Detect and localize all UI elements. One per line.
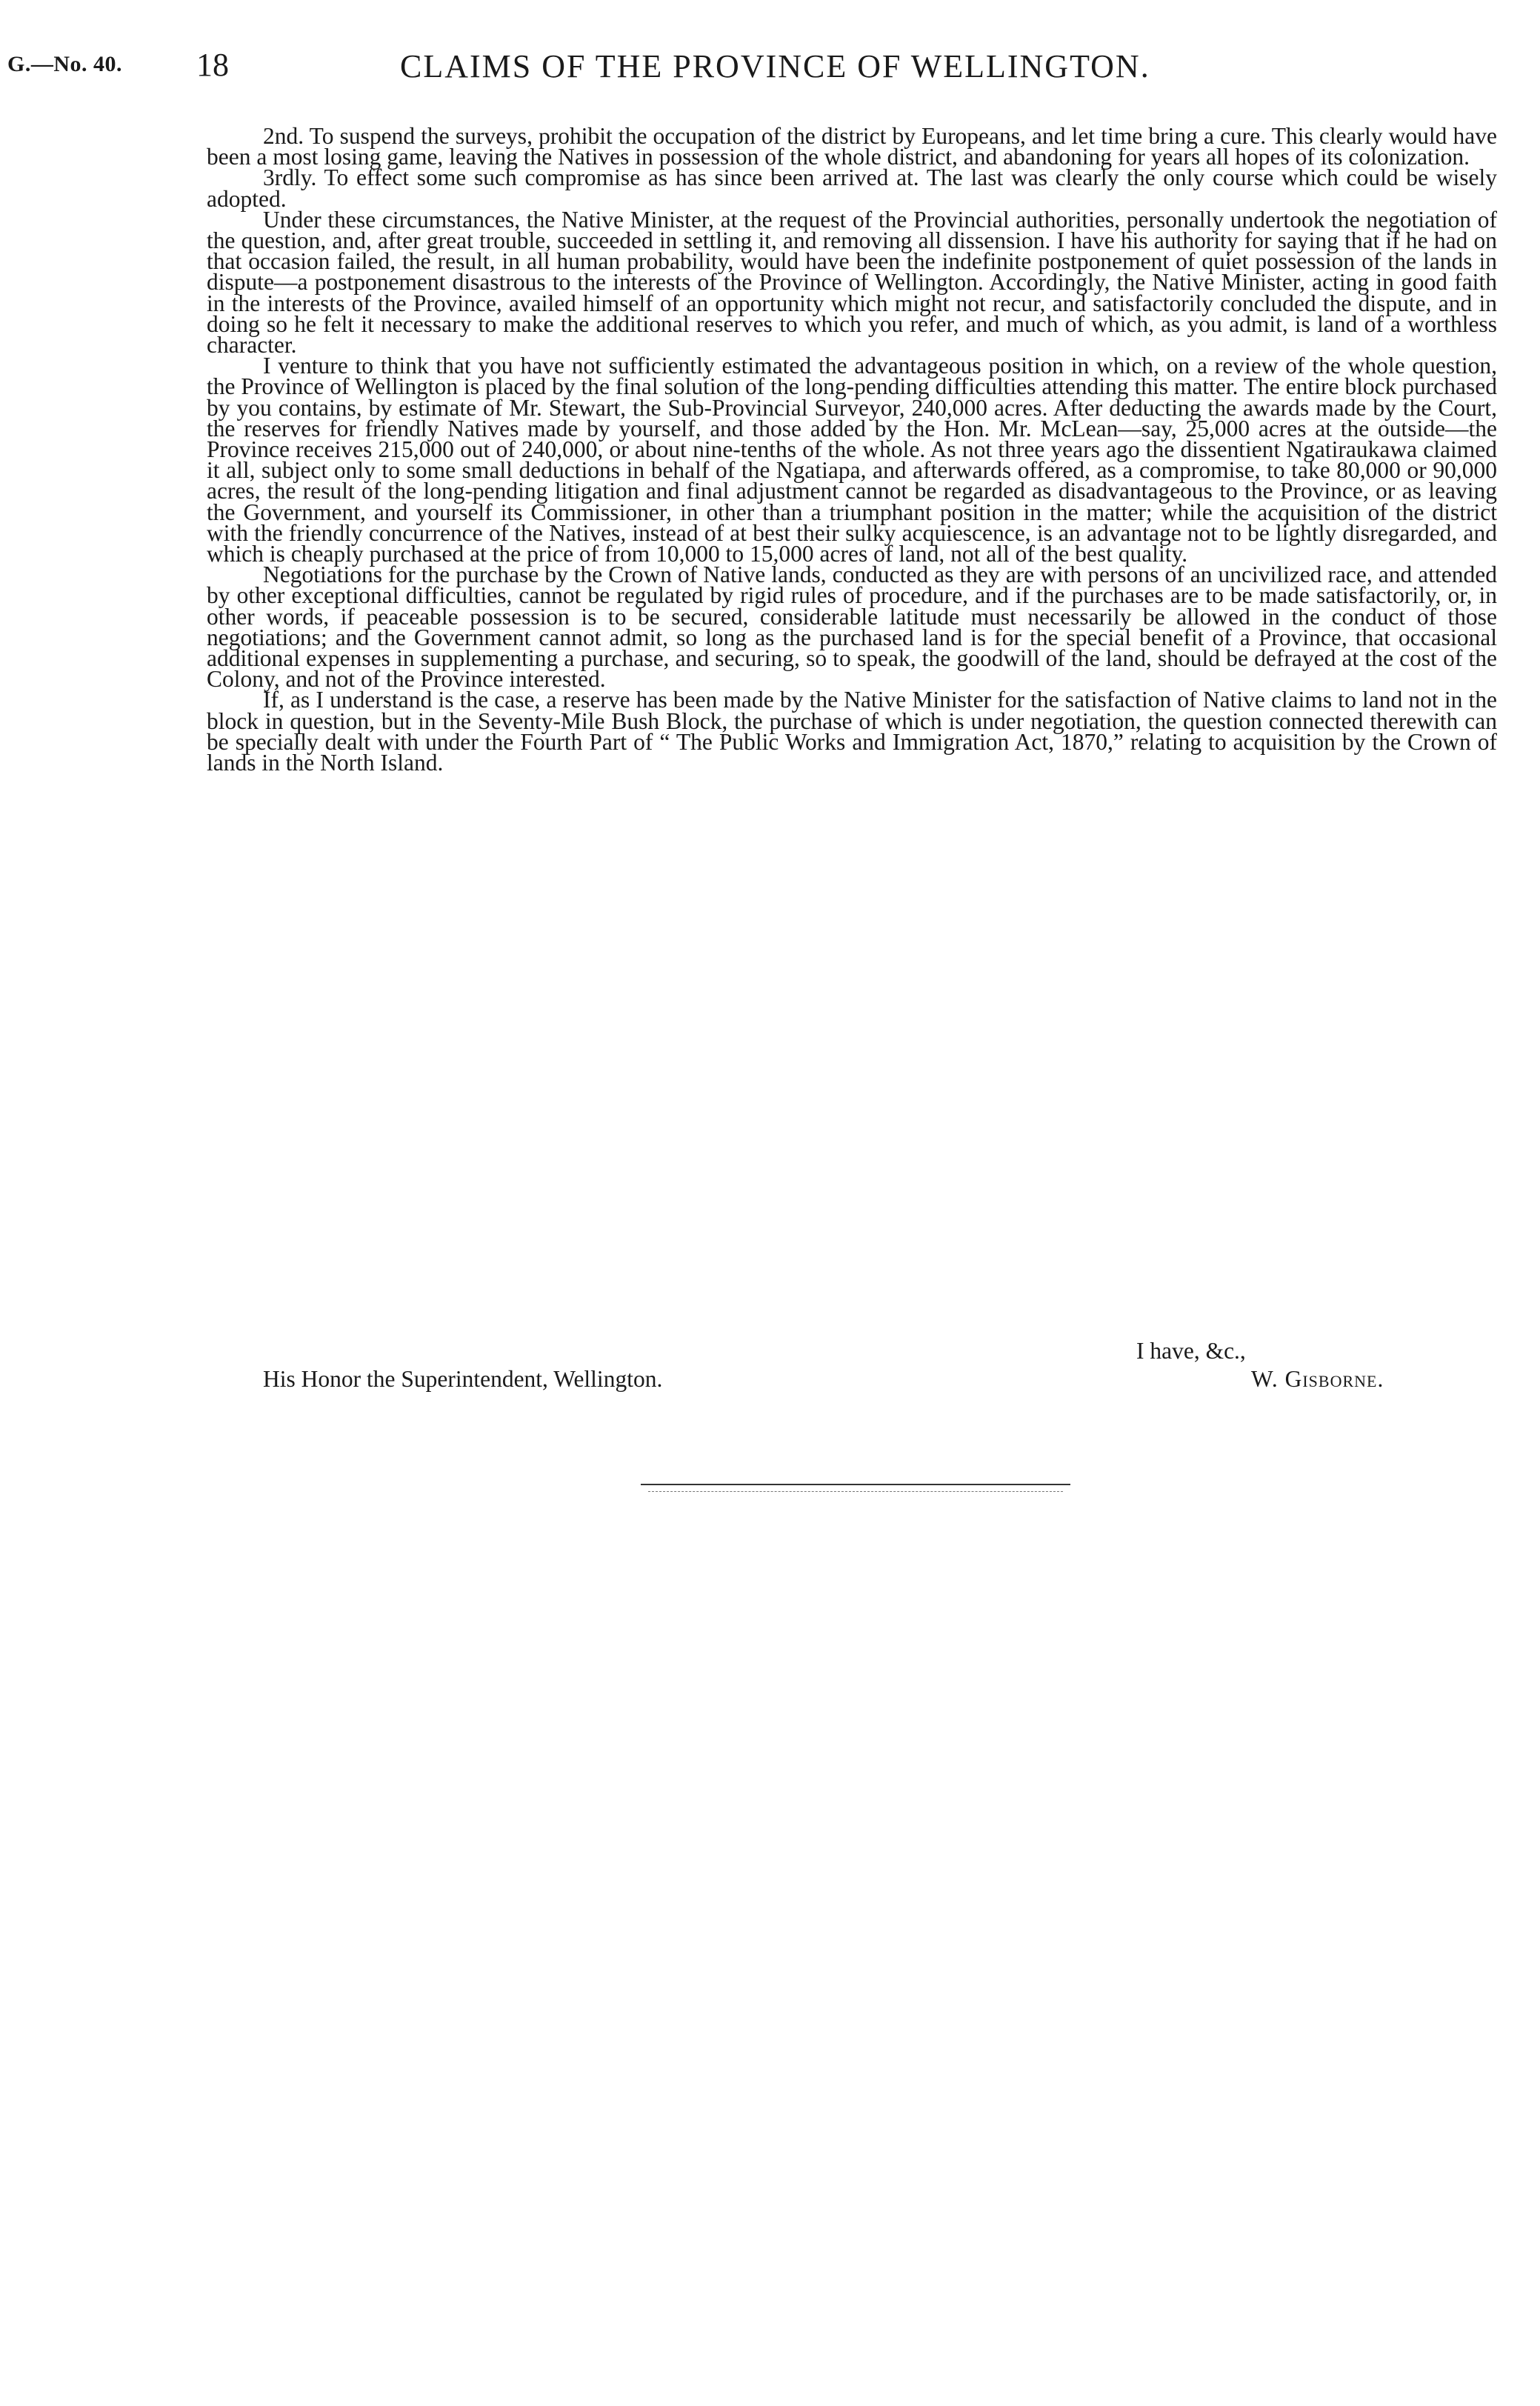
document-reference: G.—No. 40. bbox=[7, 52, 122, 76]
signature: W. Gisborne. bbox=[1251, 1366, 1384, 1392]
letter-body bbox=[207, 123, 1497, 776]
page-number: 18 bbox=[196, 47, 229, 83]
paragraph-negotiations: Negotiations for the purchase by the Crown of Native lands, conducted as they are with persons of an uncivilized race, and attended by other exceptional difficulties, cannot be regulated by rigid rules of procedure, and if the purchases are to be made satisfactorily, or, in other words, if peaceable possession is to be secured, considerable latitude must necessarily be allowed in the conduct of those negotiations; and the Government cannot admit, so long as the purchased land is for the special benefit of a Province, that occasional additional expenses in supplementing a purchase, and securing, so to speak, the goodwill of the land, should be defrayed at the cost of the Colony, and not of the Province interested. bbox=[207, 561, 1497, 693]
closing-phrase: I have, &c., bbox=[1136, 1338, 1246, 1364]
paragraph-native-minister: Under these circumstances, the Native Minister, at the request of the Provincial authorities, personally undertook the negotiation of the question, and, after great trouble, succeeded in settling it, and removing all dissension. I have his authority for saying that if he had on that occasion failed, the result, in all human probability, would have been the indefinite postponement of quiet possession of the lands in dispute—a postponement disastrous to the interests of the Province of Wellington. Accordingly, the Native Minister, acting in good faith in the interests of the Province, availed himself of an opportunity which might not recur, and satisfactorily concluded the dispute, and in doing so he felt it necessary to make the additional reserves to which you refer, and much of which, as you admit, is land of a worthless character. bbox=[207, 206, 1497, 359]
addressee: His Honor the Superintendent, Wellington. bbox=[263, 1366, 663, 1392]
paragraph-third-option: 3rdly. To effect some such compromise as has since been arrived at. The last was clearly the only course which could be wisely adopted. bbox=[207, 164, 1497, 212]
page-header bbox=[7, 46, 1452, 90]
section-divider-dotted bbox=[648, 1491, 1063, 1492]
section-divider bbox=[641, 1484, 1070, 1485]
paragraph-second-option: 2nd. To suspend the surveys, prohibit the occupation of the district by Europeans, and let time bring a cure. This clearly would have been a most losing game, leaving the Natives in possession of the whole district, and abandoning for years all hopes of its colonization. bbox=[207, 123, 1497, 170]
letter-closing bbox=[207, 1338, 1497, 1397]
paragraph-reserve: If, as I understand is the case, a reserve has been made by the Native Minister for the satisfaction of Native claims to land not in the block in question, but in the Seventy-Mile Bush Block, the purchase of which is under negotiation, the question connected therewith can be specially dealt with under the Fourth Part of “ The Public Works and Immigration Act, 1870,” relating to acquisition by the Crown of lands in the North Island. bbox=[207, 687, 1497, 776]
paragraph-advantageous-position: I venture to think that you have not sufficiently estimated the advantageous position in which, on a review of the whole question, the Province of Wellington is placed by the final solution of the long-pending difficulties attending this matter. The entire block purchased by you contains, by estimate of Mr. Stewart, the Sub-Provincial Surveyor, 240,000 acres. After deducting the awards made by the Court, the reserves for friendly Natives made by yourself, and those added by the Hon. Mr. McLean—say, 25,000 acres at the outside—the Province receives 215,000 out of 240,000, or about nine-tenths of the whole. As not three years ago the dissentient Ngatiraukawa claimed it all, subject only to some small deductions in behalf of the Ngatiapa, and afterwards offered, as a compromise, to take 80,000 or 90,000 acres, the result of the long-pending litigation and final adjustment cannot be regarded as disadvantageous to the Province, or as leaving the Government, and yourself its Commissioner, in other than a triumphant position in the matter; while the acquisition of the district with the friendly concurrence of the Natives, instead of at best their sulky acquiescence, is an advantage not to be lightly disregarded, and which is cheaply purchased at the price of from 10,000 to 15,000 acres of land, not all of the best quality. bbox=[207, 353, 1497, 567]
running-title: CLAIMS OF THE PROVINCE OF WELLINGTON. bbox=[400, 48, 1150, 84]
